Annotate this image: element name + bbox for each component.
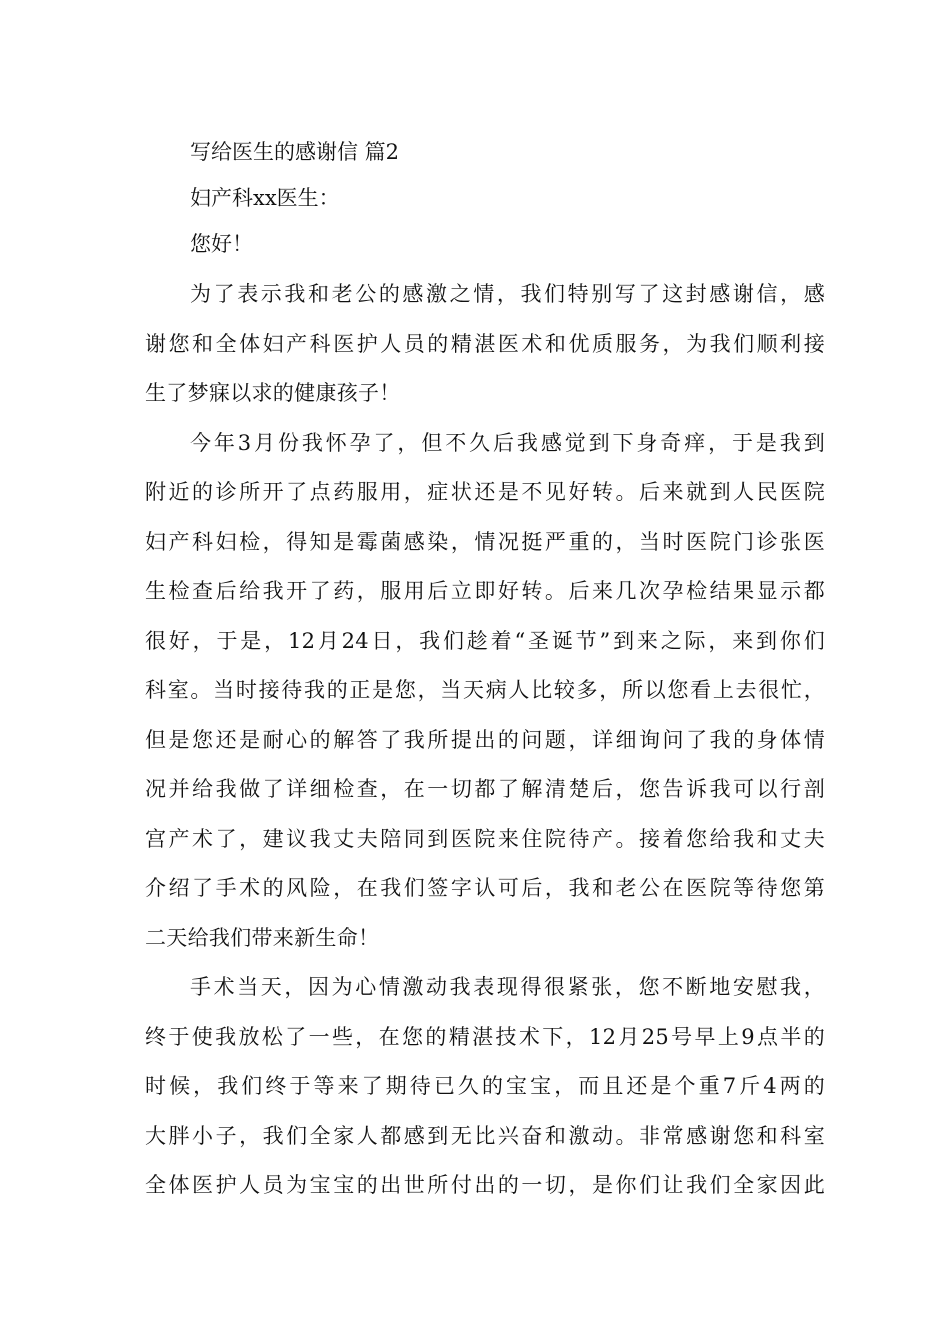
text-line: 全体医护人员为宝宝的出世所付出的一切，是你们让我们全家因此: [145, 1173, 825, 1197]
letter-title: 写给医生的感谢信 篇2: [190, 140, 400, 164]
paragraph-1: [145, 270, 825, 419]
text-line: 生检查后给我开了药，服用后立即好转。后来几次孕检结果显示都: [145, 579, 825, 603]
text-line: 时候，我们终于等来了期待已久的宝宝，而且还是个重7斤4两的: [145, 1074, 825, 1098]
text-line: 终于使我放松了一些，在您的精湛技术下，12月25号早上9点半的: [145, 1024, 825, 1049]
text-line: 科室。当时接待我的正是您，当天病人比较多，所以您看上去很忙，: [145, 678, 825, 702]
paragraph-2: [145, 419, 825, 964]
letter-salutation: 妇产科xx医生：: [190, 186, 340, 210]
text-line: 大胖小子，我们全家人都感到无比兴奋和激动。非常感谢您和科室: [145, 1123, 825, 1148]
text-line: 妇产科妇检，得知是霉菌感染，情况挺严重的，当时医院门诊张医: [145, 529, 825, 554]
paragraph-3: [145, 963, 825, 1211]
text-line: 生了梦寐以求的健康孩子！: [145, 381, 401, 405]
text-line: 谢您和全体妇产科医护人员的精湛医术和优质服务，为我们顺利接: [145, 331, 825, 356]
letter-body: [145, 132, 825, 1211]
letter-greeting: 您好！: [190, 232, 253, 256]
text-line: 介绍了手术的风险，在我们签字认可后，我和老公在医院等待您第: [145, 876, 825, 900]
text-line: 很好，于是，12月24日，我们趁着“圣诞节”到来之际，来到你们: [145, 628, 825, 653]
text-line: 况并给我做了详细检查，在一切都了解清楚后，您告诉我可以行剖: [145, 777, 825, 801]
text-line: 宫产术了，建议我丈夫陪同到医院来住院待产。接着您给我和丈夫: [145, 826, 825, 851]
text-line: 二天给我们带来新生命！: [145, 925, 380, 950]
text-line: 附近的诊所开了点药服用，症状还是不见好转。后来就到人民医院: [145, 480, 825, 504]
text-line: 为了表示我和老公的感激之情，我们特别写了这封感谢信，感: [190, 282, 825, 306]
text-line: 手术当天，因为心情激动我表现得很紧张，您不断地安慰我，: [190, 975, 825, 999]
text-line: 但是您还是耐心的解答了我所提出的问题，详细询问了我的身体情: [145, 727, 825, 752]
text-line: 今年3月份我怀孕了，但不久后我感觉到下身奇痒，于是我到: [190, 430, 825, 455]
